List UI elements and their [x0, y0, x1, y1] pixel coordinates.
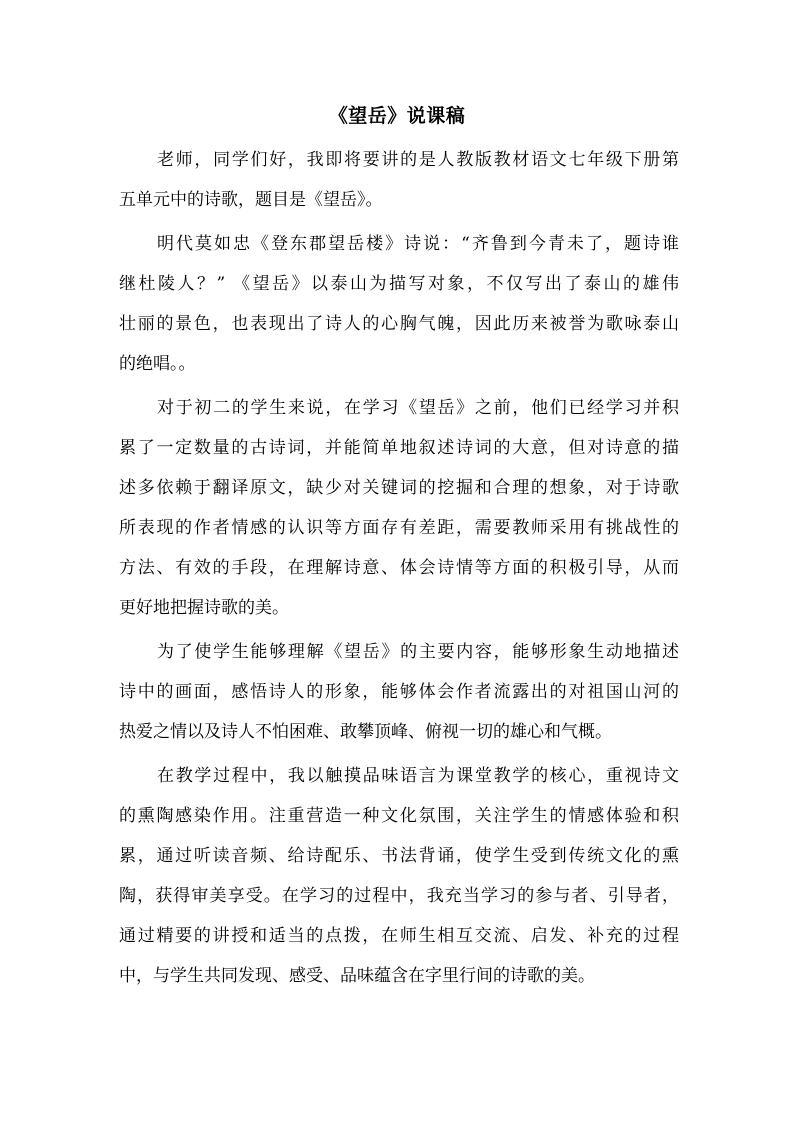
paragraph-4-line-3: 热爱之情以及诗人不怕困难、敢攀顶峰、俯视一切的雄心和气概。: [119, 722, 612, 742]
paragraph-5-line-5: 通过精要的讲授和适当的点拨，在师生相互交流、启发、补充的过程: [119, 926, 679, 946]
paragraph-4-line-2: 诗中的画面，感悟诗人的形象，能够体会作者流露出的对祖国山河的: [119, 682, 679, 702]
page-title: 《望岳》说课稿: [328, 105, 466, 127]
paragraph-3-line-5: 方法、有效的手段，在理解诗意、体会诗情等方面的积极引导，从而: [119, 558, 679, 578]
paragraph-3-line-6: 更好地把握诗歌的美。: [119, 598, 289, 618]
paragraph-5-line-6: 中，与学生共同发现、感受、品味蕴含在字里行间的诗歌的美。: [119, 966, 595, 986]
paragraph-3-line-2: 累了一定数量的古诗词，并能简单地叙述诗词的大意，但对诗意的描: [119, 438, 679, 458]
paragraph-4-line-1: 为了使学生能够理解《望岳》的主要内容，能够形象生动地描述: [157, 642, 679, 662]
paragraph-1-line-1: 老师，同学们好，我即将要讲的是人教版教材语文七年级下册第: [157, 150, 679, 170]
paragraph-5-line-1: 在教学过程中，我以触摸品味语言为课堂教学的核心，重视诗文: [157, 766, 679, 786]
paragraph-3-line-3: 述多依赖于翻译原文，缺少对关键词的挖掘和合理的想象，对于诗歌: [119, 478, 679, 498]
paragraph-2-line-3: 壮丽的景色，也表现出了诗人的心胸气魄，因此历来被誉为歌咏泰山: [119, 314, 679, 334]
paragraph-2-line-2: 继杜陵人？” 《望岳》以泰山为描写对象，不仅写出了泰山的雄伟: [119, 274, 679, 294]
paragraph-5-line-2: 的熏陶感染作用。注重营造一种文化氛围，关注学生的情感体验和积: [119, 806, 679, 826]
paragraph-2-line-1: 明代莫如忠《登东郡望岳楼》诗说：“齐鲁到今青未了，题诗谁: [157, 234, 679, 254]
paragraph-2-line-4: 的绝唱。。: [119, 354, 196, 374]
paragraph-3-line-4: 所表现的作者情感的认识等方面存有差距，需要教师采用有挑战性的: [119, 518, 679, 538]
paragraph-1-line-2: 五单元中的诗歌，题目是《望岳》。: [119, 190, 383, 210]
paragraph-5-line-3: 累，通过听读音频、给诗配乐、书法背诵，使学生受到传统文化的熏: [119, 846, 679, 866]
paragraph-5-line-4: 陶，获得审美享受。在学习的过程中，我充当学习的参与者、引导者，: [119, 886, 679, 906]
paragraph-3-line-1: 对于初二的学生来说，在学习《望岳》之前，他们已经学习并积: [157, 398, 679, 418]
